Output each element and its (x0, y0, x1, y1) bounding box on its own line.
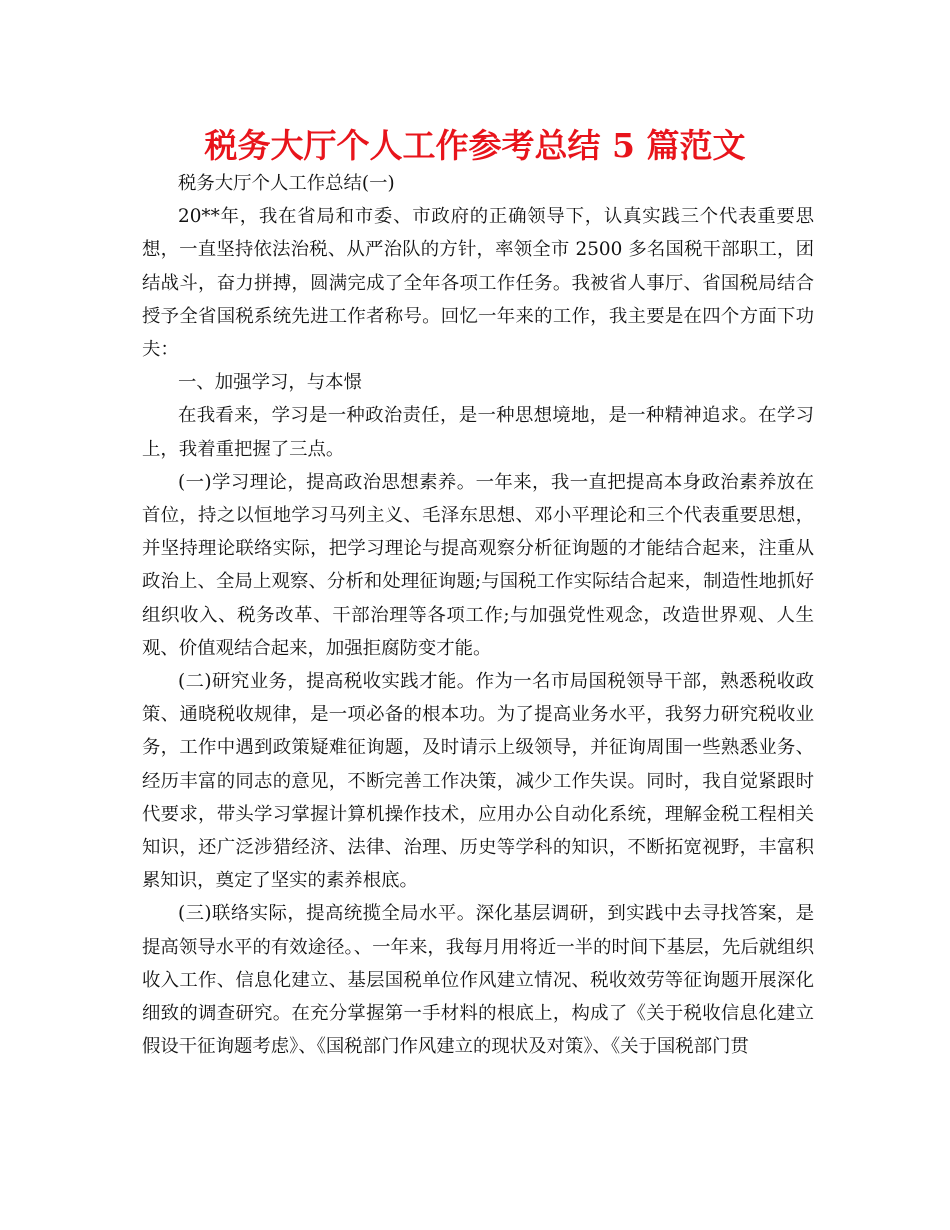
section-heading-strengthen-learning: 一、加强学习，与本憬 (178, 372, 362, 394)
section-heading-summary-one: 税务大厅个人工作总结(一) (178, 173, 395, 194)
paragraph-practice: (三)联络实际，提高统揽全局水平。深化基层调研，到实践中去寻找答案，是提高领导水平的有效途径。、一年来，我每月用将近一半的时间下基层，先后就组织收入工作、信息化建立、基层国税单位作风建立情况、税收效劳等征询题开展深化细致的调查研究。在充分掌握第一手材料的根底上，构成了《关于税收信息化建立假设干征询题考虑》、《国税部门作风建立的现状及对策》、《关于国税部门贯 (142, 903, 814, 1058)
paragraph-theory: (一)学习理论，提高政治思想素养。一年来，我一直把提高本身政治素养放在首位，持之以恒地学习马列主义、毛泽东思想、邓小平理论和三个代表重要思想，并坚持理论联络实际，把学习理论与提高观察分析征询题的才能结合起来，注重从政治上、全局上观察、分析和处理征询题;与国税工作实际结合起来，制造性地抓好组织收入、税务改革、干部治理等各项工作;与加强党性观念，改造世界观、人生观、价值观结合起来，加强拒腐防变才能。 (142, 471, 814, 659)
document-title: 税务大厅个人工作参考总结 5 篇范文 (204, 126, 746, 165)
document-body (142, 167, 814, 1063)
paragraph-learning: 在我看来，学习是一种政治责任，是一种思想境地，是一种精神追求。在学习上，我着重把握了三点。 (142, 405, 814, 460)
paragraph-intro: 20**年，我在省局和市委、市政府的正确领导下，认真实践三个代表重要思想，一直坚持依法治税、从严治队的方针，率领全市 2500 多名国税干部职工，团结战斗，奋力拼搏，圆满完成了全年各项工作任务。我被省人事厅、省国税局结合授予全省国税系统先进工作者称号。回忆一年来的工作，我主要是在四个方面下功夫： (142, 206, 814, 361)
paragraph-business: (二)研究业务，提高税收实践才能。作为一名市局国税领导干部，熟悉税收政策、通晓税收规律，是一项必备的根本功。为了提高业务水平，我努力研究税收业务，工作中遇到政策疑难征询题，及时请示上级领导，并征询周围一些熟悉业务、经历丰富的同志的意见，不断完善工作决策，减少工作失误。同时，我自觉紧跟时代要求，带头学习掌握计算机操作技术，应用办公自动化系统，理解金税工程相关知识，还广泛涉猎经济、法律、治理、历史等学科的知识，不断拓宽视野，丰富积累知识，奠定了坚实的素养根底。 (142, 671, 814, 892)
